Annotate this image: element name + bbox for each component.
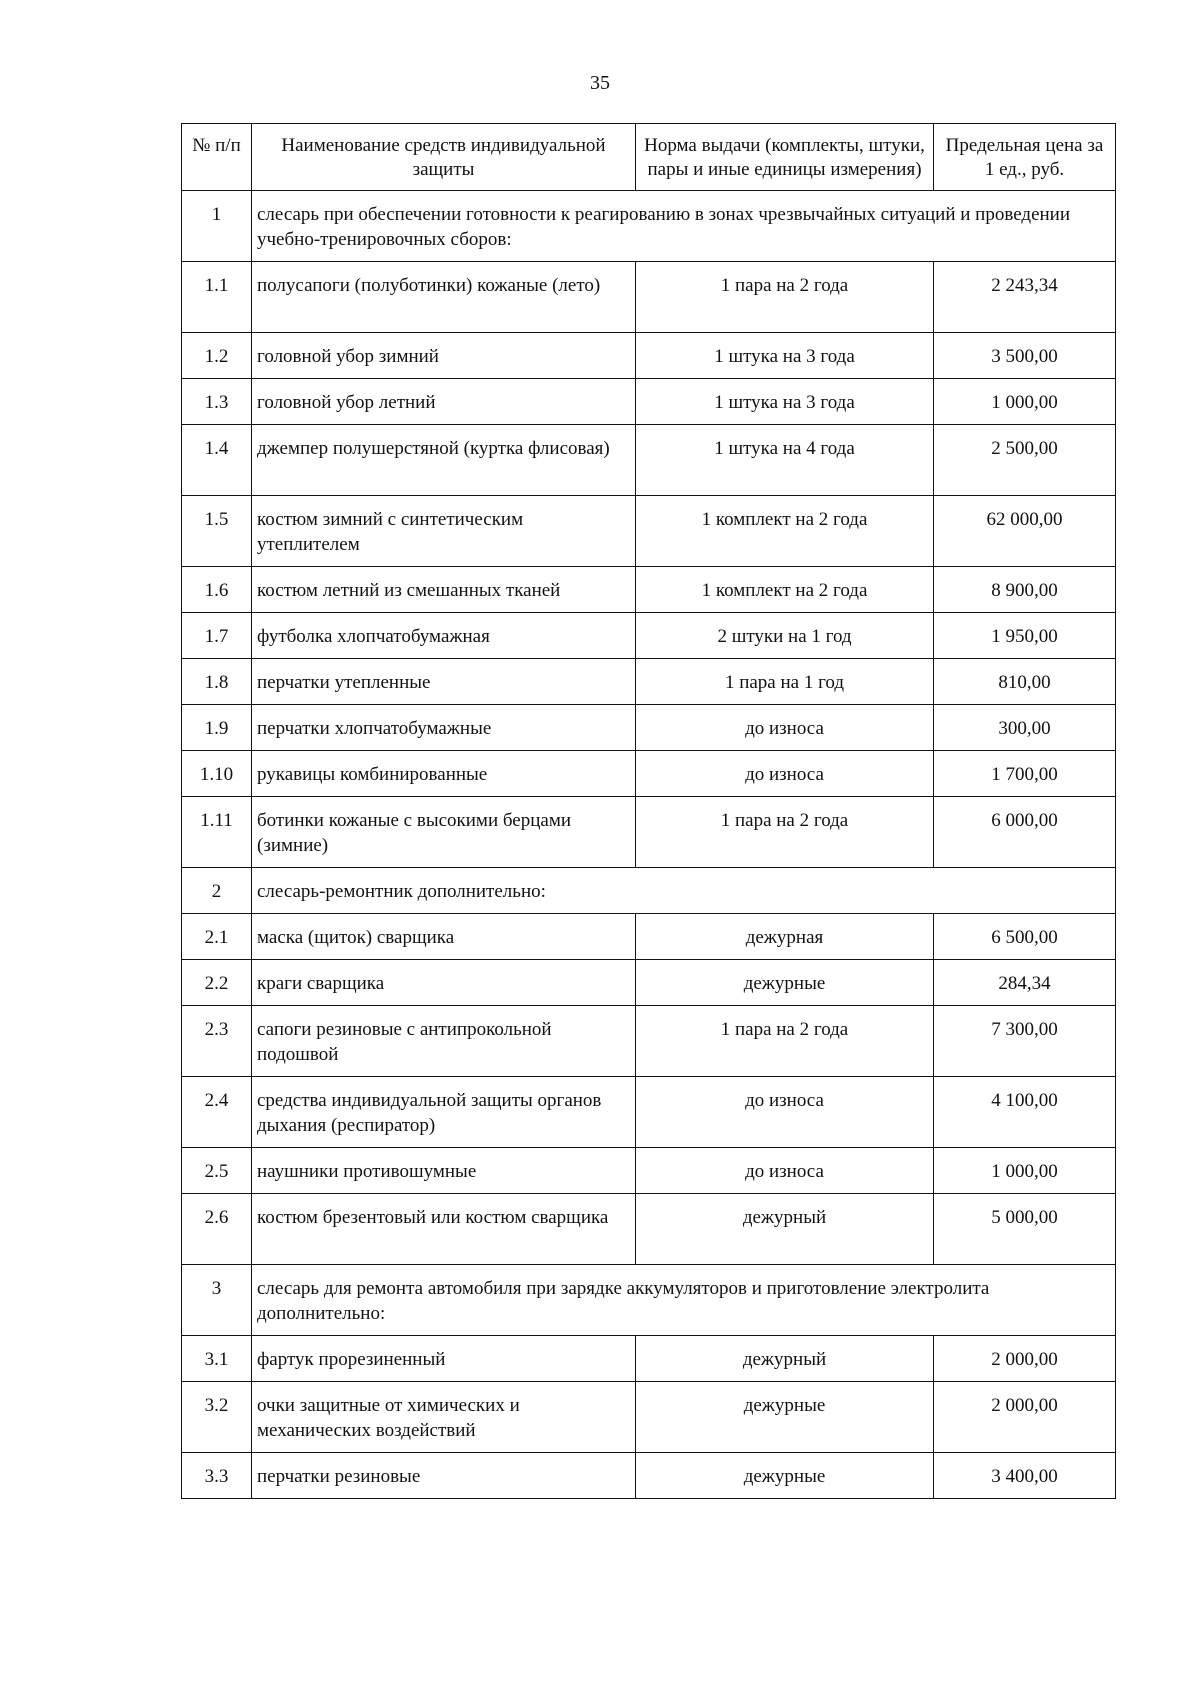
item-name: очки защитные от химических и механических воздействий: [252, 1382, 636, 1453]
item-norm: до износа: [636, 1077, 934, 1148]
item-norm: 1 штука на 3 года: [636, 379, 934, 425]
table-row: [182, 613, 1116, 659]
row-number: 1.6: [182, 567, 252, 613]
table-row: [182, 379, 1116, 425]
item-name: маска (щиток) сварщика: [252, 914, 636, 960]
item-name: костюм зимний с синтетическим утеплителем: [252, 496, 636, 567]
section-number: 2: [182, 868, 252, 914]
row-number: 1.9: [182, 705, 252, 751]
item-name: наушники противошумные: [252, 1148, 636, 1194]
item-norm: до износа: [636, 705, 934, 751]
item-name: джемпер полушерстяной (куртка флисовая): [252, 425, 636, 496]
item-name: костюм брезентовый или костюм сварщика: [252, 1194, 636, 1265]
table-row: [182, 1453, 1116, 1499]
table-section-row: [182, 191, 1116, 262]
item-price: 284,34: [934, 960, 1116, 1006]
table-row: [182, 1336, 1116, 1382]
row-number: 3.2: [182, 1382, 252, 1453]
item-norm: 1 комплект на 2 года: [636, 567, 934, 613]
header-ppe-name: Наименование средств индивидуальной защиты: [252, 124, 636, 191]
item-price: 300,00: [934, 705, 1116, 751]
item-norm: 1 пара на 2 года: [636, 797, 934, 868]
item-price: 2 000,00: [934, 1382, 1116, 1453]
item-norm: 1 пара на 1 год: [636, 659, 934, 705]
item-name: рукавицы комбинированные: [252, 751, 636, 797]
item-price: 4 100,00: [934, 1077, 1116, 1148]
table-row: [182, 751, 1116, 797]
table-header-row: [182, 124, 1116, 191]
row-number: 1.11: [182, 797, 252, 868]
section-number: 3: [182, 1265, 252, 1336]
item-name: перчатки хлопчатобумажные: [252, 705, 636, 751]
table-row: [182, 914, 1116, 960]
row-number: 1.3: [182, 379, 252, 425]
header-max-price: Предельная цена за 1 ед., руб.: [934, 124, 1116, 191]
item-norm: 1 пара на 2 года: [636, 1006, 934, 1077]
ppe-norms-table: [181, 123, 1116, 1499]
item-name: костюм летний из смешанных тканей: [252, 567, 636, 613]
row-number: 1.5: [182, 496, 252, 567]
item-norm: дежурный: [636, 1194, 934, 1265]
item-name: фартук прорезиненный: [252, 1336, 636, 1382]
item-name: перчатки утепленные: [252, 659, 636, 705]
row-number: 2.1: [182, 914, 252, 960]
item-norm: дежурные: [636, 1453, 934, 1499]
item-name: футболка хлопчатобумажная: [252, 613, 636, 659]
row-number: 2.3: [182, 1006, 252, 1077]
item-norm: 2 штуки на 1 год: [636, 613, 934, 659]
row-number: 1.2: [182, 333, 252, 379]
table-row: [182, 659, 1116, 705]
item-price: 1 000,00: [934, 379, 1116, 425]
row-number: 2.5: [182, 1148, 252, 1194]
item-name: сапоги резиновые с антипрокольной подошвой: [252, 1006, 636, 1077]
item-price: 1 000,00: [934, 1148, 1116, 1194]
header-number: № п/п: [182, 124, 252, 191]
item-name: краги сварщика: [252, 960, 636, 1006]
item-price: 7 300,00: [934, 1006, 1116, 1077]
item-name: ботинки кожаные с высокими берцами (зимние): [252, 797, 636, 868]
table-row: [182, 262, 1116, 333]
item-price: 2 243,34: [934, 262, 1116, 333]
item-price: 3 400,00: [934, 1453, 1116, 1499]
table-row: [182, 425, 1116, 496]
item-price: 6 000,00: [934, 797, 1116, 868]
item-price: 6 500,00: [934, 914, 1116, 960]
item-norm: 1 пара на 2 года: [636, 262, 934, 333]
table-row: [182, 333, 1116, 379]
item-price: 810,00: [934, 659, 1116, 705]
item-price: 8 900,00: [934, 567, 1116, 613]
item-norm: дежурный: [636, 1336, 934, 1382]
table-row: [182, 1194, 1116, 1265]
table-row: [182, 960, 1116, 1006]
header-issue-norm: Норма выдачи (комплекты, штуки, пары и иные единицы измерения): [636, 124, 934, 191]
item-price: 62 000,00: [934, 496, 1116, 567]
row-number: 3.1: [182, 1336, 252, 1382]
section-number: 1: [182, 191, 252, 262]
page-number: 35: [590, 72, 610, 94]
item-price: 5 000,00: [934, 1194, 1116, 1265]
item-norm: дежурные: [636, 960, 934, 1006]
item-price: 3 500,00: [934, 333, 1116, 379]
table-row: [182, 1077, 1116, 1148]
row-number: 1.7: [182, 613, 252, 659]
item-price: 1 950,00: [934, 613, 1116, 659]
item-norm: 1 штука на 3 года: [636, 333, 934, 379]
item-norm: до износа: [636, 1148, 934, 1194]
item-name: средства индивидуальной защиты органов дыхания (респиратор): [252, 1077, 636, 1148]
row-number: 2.2: [182, 960, 252, 1006]
table-row: [182, 496, 1116, 567]
item-norm: дежурные: [636, 1382, 934, 1453]
table-row: [182, 1148, 1116, 1194]
item-name: головной убор зимний: [252, 333, 636, 379]
row-number: 3.3: [182, 1453, 252, 1499]
row-number: 2.6: [182, 1194, 252, 1265]
row-number: 1.1: [182, 262, 252, 333]
item-price: 1 700,00: [934, 751, 1116, 797]
row-number: 1.4: [182, 425, 252, 496]
row-number: 1.8: [182, 659, 252, 705]
table-section-row: [182, 1265, 1116, 1336]
table-row: [182, 1006, 1116, 1077]
item-name: перчатки резиновые: [252, 1453, 636, 1499]
row-number: 1.10: [182, 751, 252, 797]
section-title: слесарь-ремонтник дополнительно:: [252, 868, 1116, 914]
table-row: [182, 797, 1116, 868]
item-norm: 1 комплект на 2 года: [636, 496, 934, 567]
section-title: слесарь при обеспечении готовности к реагированию в зонах чрезвычайных ситуаций и проведении учебно-тренировочных сборов:: [252, 191, 1116, 262]
table-row: [182, 705, 1116, 751]
item-name: полусапоги (полуботинки) кожаные (лето): [252, 262, 636, 333]
item-name: головной убор летний: [252, 379, 636, 425]
table-row: [182, 1382, 1116, 1453]
item-norm: дежурная: [636, 914, 934, 960]
row-number: 2.4: [182, 1077, 252, 1148]
item-price: 2 000,00: [934, 1336, 1116, 1382]
table-section-row: [182, 868, 1116, 914]
section-title: слесарь для ремонта автомобиля при зарядке аккумуляторов и приготовление электролита дополнительно:: [252, 1265, 1116, 1336]
item-norm: 1 штука на 4 года: [636, 425, 934, 496]
item-price: 2 500,00: [934, 425, 1116, 496]
item-norm: до износа: [636, 751, 934, 797]
table-row: [182, 567, 1116, 613]
